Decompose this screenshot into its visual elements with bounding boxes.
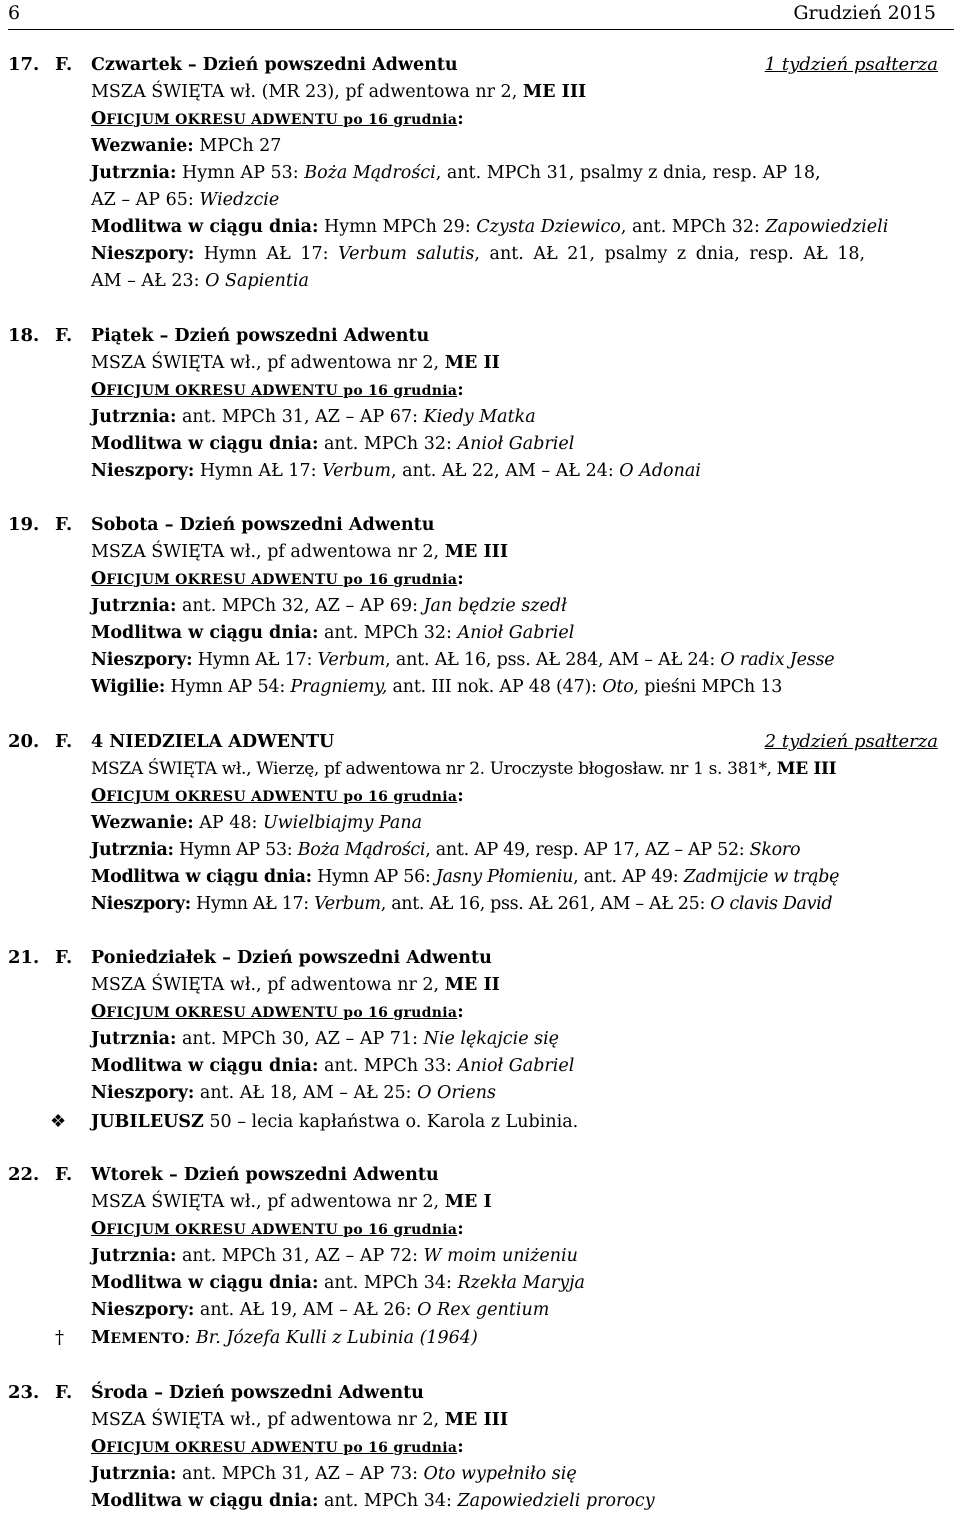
text-span: Hymn AP 54:: [165, 677, 291, 697]
text-span: Zapowiedzieli prorocy: [457, 1491, 655, 1511]
text-span: ME III: [444, 542, 509, 562]
vespers-line: [91, 458, 938, 484]
text-span: , ant. AŁ 21, psalmy z dnia, resp. AŁ 18,: [474, 244, 866, 264]
text-span: Hymn AŁ 17:: [190, 894, 315, 914]
vigils-line: [91, 674, 938, 700]
text-span: AP 48:: [193, 813, 263, 833]
text-span: Hymn AP 53:: [173, 840, 298, 860]
text-span: Hymn AŁ 17:: [194, 461, 323, 481]
text-span: :: [457, 380, 464, 400]
text-span: , pieśni MPCh 13: [633, 677, 783, 697]
day-number: 21.: [8, 947, 40, 968]
text-span: Verbum salutis: [338, 244, 475, 264]
diamond-bullet-icon: ❖: [50, 1111, 67, 1132]
text-span: O: [91, 1437, 107, 1457]
rank-letter: F.: [55, 514, 73, 535]
text-span: O Sapientia: [205, 271, 309, 291]
day-number: 17.: [8, 54, 40, 75]
text-span: FICJUM OKRESU ADWENTU po 16 grudnia: [106, 572, 458, 588]
text-span: O clavis David: [710, 894, 833, 914]
text-span: O: [91, 380, 107, 400]
text-span: Nieszpory:: [91, 650, 193, 670]
text-span: Nieszpory:: [91, 461, 195, 481]
text-span: O: [91, 109, 107, 129]
text-span: :: [457, 109, 464, 129]
mass-line: [91, 1189, 938, 1215]
psalter-week: 1 tydzień psałterza: [764, 54, 938, 75]
oficjum-heading: [91, 1434, 938, 1460]
daytime-prayer-line: [91, 1488, 938, 1514]
text-span: FICJUM OKRESU ADWENTU po 16 grudnia: [106, 1005, 458, 1021]
daytime-prayer-line: [91, 1270, 938, 1296]
text-span: Hymn AŁ 17:: [194, 244, 339, 264]
invitatory-line: [91, 133, 938, 159]
lauds-line: [91, 1243, 938, 1269]
text-span: Oto: [602, 677, 634, 697]
text-span: Czysta Dziewico: [476, 217, 621, 237]
text-span: ME III: [522, 82, 587, 102]
text-span: ant. MPCh 32:: [318, 623, 458, 643]
text-span: : Br. Józefa Kulli z Lubinia (1964): [184, 1328, 478, 1348]
text-span: Boża Mądrości: [304, 163, 436, 183]
text-span: Oto wypełniło się: [423, 1464, 577, 1484]
text-span: EMENTO: [110, 1331, 185, 1347]
text-span: O Adonai: [619, 461, 701, 481]
vespers-line: [91, 1297, 938, 1323]
text-span: :: [457, 569, 464, 589]
text-span: Jutrznia:: [91, 840, 174, 860]
text-span: Boża Mądrości: [297, 840, 426, 860]
text-span: ant. MPCh 33:: [318, 1056, 458, 1076]
text-span: Modlitwa w ciągu dnia:: [91, 1273, 319, 1293]
lauds-line: [91, 1461, 938, 1487]
daytime-prayer-line: [91, 620, 938, 646]
text-span: ant. MPCh 30, AZ – AP 71:: [176, 1029, 424, 1049]
text-span: Verbum: [314, 894, 381, 914]
text-span: 50 – lecia kapłaństwa o. Karola z Lubinia.: [203, 1112, 579, 1132]
text-span: ant. III nok. AP 48 (47):: [387, 677, 603, 697]
mass-line: [91, 539, 938, 565]
day-title: Sobota – Dzień powszedni Adwentu: [91, 515, 435, 535]
text-span: O: [91, 1219, 107, 1239]
rank-letter: F.: [55, 947, 73, 968]
text-span: ant. MPCh 32, AZ – AP 69:: [176, 596, 424, 616]
text-span: O Oriens: [417, 1083, 496, 1103]
day-number: 20.: [8, 731, 40, 752]
text-span: FICJUM OKRESU ADWENTU po 16 grudnia: [106, 112, 458, 128]
text-span: O: [91, 786, 107, 806]
text-span: Wiedzcie: [199, 190, 280, 210]
text-span: ant. MPCh 31, AZ – AP 67:: [176, 407, 424, 427]
text-span: Wezwanie:: [91, 136, 194, 156]
day-title: Poniedziałek – Dzień powszedni Adwentu: [91, 948, 492, 968]
text-span: , ant. AŁ 22, AM – AŁ 24:: [390, 461, 620, 481]
text-span: FICJUM OKRESU ADWENTU po 16 grudnia: [106, 1222, 458, 1238]
lauds-line: [91, 1026, 938, 1052]
text-span: , ant. AP 49, resp. AP 17, AZ – AP 52:: [425, 840, 750, 860]
text-span: Jasny Płomieniu: [435, 867, 574, 887]
text-span: , ant. AŁ 16, pss. AŁ 261, AM – AŁ 25:: [380, 894, 711, 914]
text-span: Verbum: [317, 650, 386, 670]
text-span: ME II: [444, 353, 500, 373]
text-span: Modlitwa w ciągu dnia:: [91, 623, 319, 643]
text-span: Modlitwa w ciągu dnia:: [91, 867, 312, 887]
text-span: Hymn AP 56:: [311, 867, 436, 887]
text-span: Jutrznia:: [91, 163, 177, 183]
text-span: Skoro: [749, 840, 801, 860]
text-span: , ant. MPCh 31, psalmy z dnia, resp. AP 18,: [435, 163, 821, 183]
text-span: W moim uniżeniu: [423, 1246, 578, 1266]
day-number: 23.: [8, 1382, 40, 1403]
text-span: Wezwanie:: [91, 813, 194, 833]
text-span: Rzekła Maryja: [457, 1273, 585, 1293]
mass-line: [91, 972, 938, 998]
vespers-line-2: [91, 268, 938, 294]
oficjum-heading: [91, 566, 938, 592]
day-title: Środa – Dzień powszedni Adwentu: [91, 1383, 424, 1403]
daytime-prayer-line: [91, 864, 938, 890]
cross-icon: †: [55, 1327, 64, 1348]
text-span: AM – AŁ 23:: [91, 271, 206, 291]
text-span: Nieszpory:: [91, 1083, 195, 1103]
text-span: Jutrznia:: [91, 407, 177, 427]
text-span: MSZA ŚWIĘTA wł., pf adwentowa nr 2,: [91, 353, 445, 373]
text-span: O: [91, 569, 107, 589]
text-span: Verbum: [322, 461, 391, 481]
text-span: Modlitwa w ciągu dnia:: [91, 434, 319, 454]
day-title: Wtorek – Dzień powszedni Adwentu: [91, 1165, 439, 1185]
text-span: Nieszpory:: [91, 244, 195, 264]
day-number: 22.: [8, 1164, 40, 1185]
rank-letter: F.: [55, 1164, 73, 1185]
vespers-line: [91, 241, 938, 267]
daytime-prayer-line: [91, 1053, 938, 1079]
jubilee-note: [91, 1109, 938, 1135]
text-span: Zadmijcie w trąbę: [683, 867, 840, 887]
text-span: FICJUM OKRESU ADWENTU po 16 grudnia: [106, 383, 458, 399]
text-span: Anioł Gabriel: [457, 434, 575, 454]
text-span: Anioł Gabriel: [457, 1056, 575, 1076]
text-span: Pragniemy,: [290, 677, 388, 697]
text-span: Hymn MPCh 29:: [318, 217, 477, 237]
text-span: O Rex gentium: [417, 1300, 550, 1320]
text-span: O radix Jesse: [720, 650, 835, 670]
text-span: :: [457, 1219, 464, 1239]
lauds-line-2: [91, 187, 938, 213]
day-number: 19.: [8, 514, 40, 535]
memento-note: [91, 1325, 938, 1351]
text-span: ant. MPCh 32:: [318, 434, 458, 454]
text-span: Nieszpory:: [91, 1300, 195, 1320]
text-span: ME III: [776, 759, 837, 779]
text-span: ME II: [444, 975, 500, 995]
vespers-line: [91, 891, 938, 917]
oficjum-heading: [91, 106, 938, 132]
text-span: Kiedy Matka: [423, 407, 536, 427]
text-span: ant. AŁ 19, AM – AŁ 26:: [194, 1300, 418, 1320]
text-span: MSZA ŚWIĘTA wł., pf adwentowa nr 2,: [91, 975, 445, 995]
text-span: Nie lękajcie się: [423, 1029, 560, 1049]
month-title: Grudzień 2015: [793, 2, 936, 24]
oficjum-heading: [91, 377, 938, 403]
day-title: Czwartek – Dzień powszedni Adwentu: [91, 55, 458, 75]
text-span: MPCh 27: [193, 136, 282, 156]
text-span: JUBILEUSZ: [91, 1112, 204, 1132]
text-span: MSZA ŚWIĘTA wł., pf adwentowa nr 2,: [91, 1192, 445, 1212]
vespers-line: [91, 647, 938, 673]
psalter-week: 2 tydzień psałterza: [764, 731, 938, 752]
lauds-line: [91, 837, 938, 863]
text-span: Modlitwa w ciągu dnia:: [91, 217, 319, 237]
lauds-line: [91, 404, 938, 430]
mass-line: [91, 79, 938, 105]
oficjum-heading: [91, 1216, 938, 1242]
text-span: :: [457, 1002, 464, 1022]
vespers-line: [91, 1080, 938, 1106]
text-span: MSZA ŚWIĘTA wł. (MR 23), pf adwentowa nr 2,: [91, 82, 523, 102]
rank-letter: F.: [55, 1382, 73, 1403]
text-span: Jutrznia:: [91, 1246, 177, 1266]
mass-line: [91, 350, 938, 376]
text-span: ME III: [444, 1410, 509, 1430]
text-span: AZ – AP 65:: [91, 190, 200, 210]
text-span: Zapowiedzieli: [765, 217, 889, 237]
text-span: , ant. AŁ 16, pss. AŁ 284, AM – AŁ 24:: [385, 650, 721, 670]
invitatory-line: [91, 810, 938, 836]
text-span: ME I: [444, 1192, 492, 1212]
day-title: Piątek – Dzień powszedni Adwentu: [91, 326, 430, 346]
day-number: 18.: [8, 325, 40, 346]
text-span: Nieszpory:: [91, 894, 191, 914]
text-span: Jan będzie szedł: [423, 596, 567, 616]
text-span: ant. MPCh 34:: [318, 1273, 458, 1293]
text-span: Hymn AŁ 17:: [192, 650, 318, 670]
text-span: Hymn AP 53:: [176, 163, 305, 183]
daytime-prayer-line: [91, 431, 938, 457]
oficjum-heading: [91, 999, 938, 1025]
mass-line: [91, 756, 938, 782]
text-span: :: [457, 786, 464, 806]
rank-letter: F.: [55, 325, 73, 346]
text-span: Uwielbiajmy Pana: [262, 813, 423, 833]
text-span: MSZA ŚWIĘTA wł., pf adwentowa nr 2,: [91, 542, 445, 562]
text-span: :: [457, 1437, 464, 1457]
text-span: Modlitwa w ciągu dnia:: [91, 1491, 319, 1511]
text-span: Modlitwa w ciągu dnia:: [91, 1056, 319, 1076]
text-span: ant. MPCh 31, AZ – AP 72:: [176, 1246, 424, 1266]
text-span: ant. MPCh 34:: [318, 1491, 458, 1511]
rank-letter: F.: [55, 731, 73, 752]
text-span: MSZA ŚWIĘTA wł., pf adwentowa nr 2,: [91, 1410, 445, 1430]
text-span: FICJUM OKRESU ADWENTU po 16 grudnia: [106, 789, 458, 805]
text-span: Anioł Gabriel: [457, 623, 575, 643]
text-span: MSZA ŚWIĘTA wł., Wierzę, pf adwentowa nr 2. Uroczyste błogosław. nr 1 s. 381*,: [91, 759, 777, 779]
oficjum-heading: [91, 783, 938, 809]
daytime-prayer-line: [91, 214, 938, 240]
lauds-line: [91, 160, 938, 186]
text-span: Jutrznia:: [91, 596, 177, 616]
text-span: , ant. MPCh 32:: [620, 217, 766, 237]
mass-line: [91, 1407, 938, 1433]
day-title: 4 NIEDZIELA ADWENTU: [91, 732, 335, 752]
text-span: Wigilie:: [91, 677, 166, 697]
text-span: Jutrznia:: [91, 1464, 177, 1484]
page-header: [8, 2, 954, 30]
text-span: O: [91, 1002, 107, 1022]
lauds-line: [91, 593, 938, 619]
text-span: ant. MPCh 31, AZ – AP 73:: [176, 1464, 424, 1484]
text-span: ant. AŁ 18, AM – AŁ 25:: [194, 1083, 418, 1103]
text-span: M: [91, 1328, 111, 1348]
text-span: FICJUM OKRESU ADWENTU po 16 grudnia: [106, 1440, 458, 1456]
text-span: Jutrznia:: [91, 1029, 177, 1049]
page-number: 6: [8, 2, 21, 24]
text-span: , ant. AP 49:: [573, 867, 684, 887]
rank-letter: F.: [55, 54, 73, 75]
